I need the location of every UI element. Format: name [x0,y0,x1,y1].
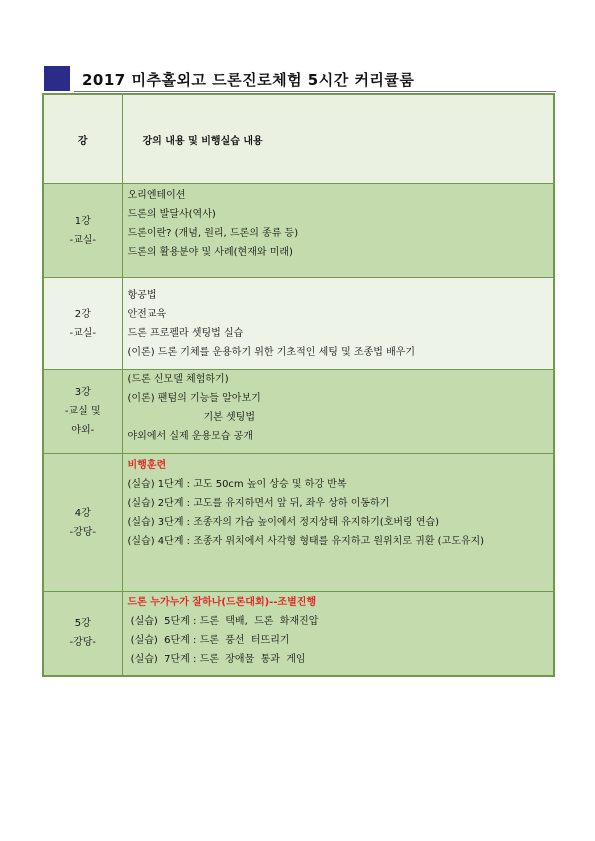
lecture-location: -교실 및 [64,406,101,417]
table-row [43,454,554,592]
list-item: (실습) 5단계 : 드론 택배, 드론 화재진압 [127,616,319,627]
lecture-number: 1강 [74,215,91,227]
title-marker-square [44,66,70,91]
list-item: (이론) 팬텀의 기능들 알아보기 [127,393,261,404]
section-heading: 드론 누가누가 잘하나(드론대회)--조별진행 [127,597,317,608]
content-cell [122,592,554,676]
list-item: (실습) 1단계 : 고도 50cm 높이 상승 및 하강 반복 [127,479,347,490]
lecture-number: 2강 [74,308,91,320]
table-row [43,370,554,454]
list-item: (실습) 4단계 : 조종자 위치에서 사각형 형태를 유지하고 원위치로 귀환 (고도유지) [127,536,485,547]
list-item: 드론 프로펠라 셋팅법 실습 [127,327,244,339]
list-item: 오리엔테이션 [127,190,186,201]
title-underline [74,91,556,92]
list-item: (실습) 6단계 : 드론 풍선 터뜨리기 [127,635,290,646]
lecture-cell [43,278,122,370]
content-cell [122,184,554,278]
list-item: 항공법 [127,289,157,301]
table-row [43,278,554,370]
lecture-location: -강당- [69,637,97,649]
table-row [43,184,554,278]
section-heading: 비행훈련 [127,460,167,471]
lecture-number: 4강 [74,507,91,519]
lecture-number: 3강 [74,387,91,398]
header-content: 강의 내용 및 비행실습 내용 [122,94,554,184]
lecture-number: 5강 [74,618,91,630]
lecture-location: -교실- [69,327,97,339]
content-cell [122,370,554,454]
list-item: (실습) 3단계 : 조종자의 가슴 높이에서 정지상태 유지하기(호버링 연습) [127,517,440,528]
lecture-cell [43,454,122,592]
lecture-location: -강당- [69,526,97,538]
table-header-row [43,94,554,184]
table-row [43,592,554,676]
list-item: 드론이란? (개념, 원리, 드론의 종류 등) [127,228,299,239]
list-item: 안전교육 [127,308,167,320]
list-item: 드론의 활용분야 및 사례(현재와 미래) [127,247,293,258]
list-item: 야외에서 실제 운용모습 공개 [127,431,253,442]
lecture-location: -교실- [69,234,97,246]
list-item: (드론 신모델 체험하기) [127,374,229,385]
content-cell [122,278,554,370]
content-cell [122,454,554,592]
list-item: (이론) 드론 기체를 운용하기 위한 기초적인 세팅 및 조종법 배우기 [127,346,416,358]
document-title-bar [44,66,556,92]
list-item: (실습) 2단계 : 고도를 유지하면서 앞 뒤, 좌우 상하 이동하기 [127,498,390,509]
lecture-location-cont: 야외- [71,425,95,436]
lecture-cell [43,184,122,278]
list-item: 드론의 발달사(역사) [127,209,216,220]
lecture-cell [43,592,122,676]
lecture-cell [43,370,122,454]
document-title: 2017 미추홀외고 드론진로체험 5시간 커리큘룸 [82,71,415,89]
list-item: (실습) 7단계 : 드론 장애물 통과 게임 [127,654,306,665]
header-lecture: 강 [43,94,122,184]
curriculum-table [42,93,555,677]
list-item: 기본 셋팅법 [203,412,255,423]
